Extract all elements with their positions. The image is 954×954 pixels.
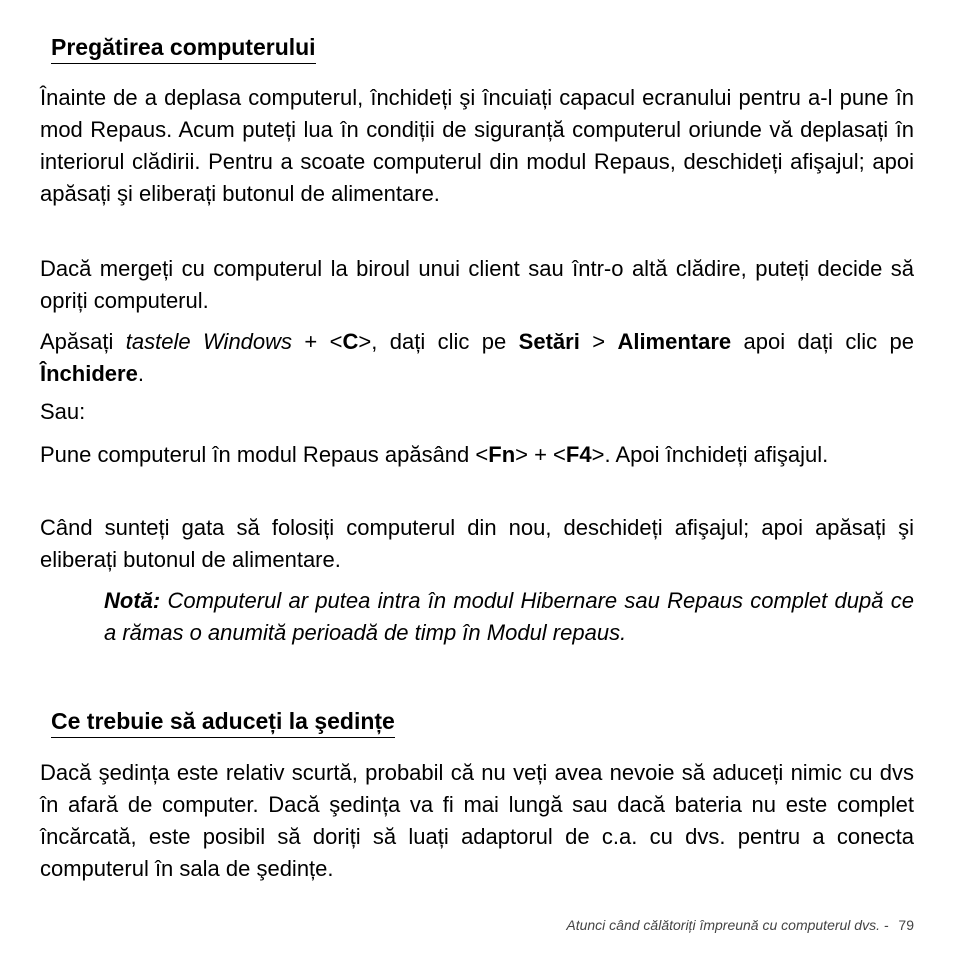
section-heading-sedinte: Ce trebuie să aduceți la şedințe <box>51 708 395 738</box>
paragraph-client-office: Dacă mergeți cu computerul la biroul unui client sau într-o altă clădire, puteți decide să opriți computerul. <box>40 256 914 313</box>
paragraph-shutdown-steps: Apăsați tastele Windows + <C>, dați clic pe Setări > Alimentare apoi dați clic pe Închidere. <box>40 329 915 386</box>
section-heading-pregatirea: Pregătirea computerului <box>51 34 316 64</box>
footer-chapter-title: Atunci când călătoriți împreună cu computerul dvs. - <box>566 917 893 933</box>
page-number: 79 <box>898 917 914 933</box>
paragraph-sedinte: Dacă şedința este relativ scurtă, probabil că nu veți avea nevoie să aduceți nimic cu dvs în afară de computer. Dacă şedința va fi mai lungă sau dacă bateria nu este complet încărcată, este posibil să doriți să luați adaptorul de c.a. cu dvs. pentru a conecta computerul în sala de şedințe. <box>40 760 914 881</box>
paragraph-sau: Sau: <box>40 399 86 424</box>
page-footer <box>566 917 914 933</box>
note-hibernare: Notă: Computerul ar putea intra în modul Hibernare sau Repaus complet după ce a rămas o anumită perioadă de timp în Modul repaus. <box>104 588 914 645</box>
paragraph-fn-f4: Pune computerul în modul Repaus apăsând <Fn> + <F4>. Apoi închideți afişajul. <box>40 442 829 467</box>
note-label: Notă: <box>104 588 161 613</box>
paragraph-resume: Când sunteți gata să folosiți computerul din nou, deschideți afişajul; apoi apăsați şi eliberați butonul de alimentare. <box>40 515 914 572</box>
paragraph-repaus-intro: Înainte de a deplasa computerul, închideți şi încuiați capacul ecranului pentru a-l pune în mod Repaus. Acum puteți lua în condiții de siguranță computerul oriunde vă deplasați în interiorul clădirii. Pentru a scoate computerul din modul Repaus, deschideți afişajul; apoi apăsați şi eliberați butonul de alimentare. <box>40 85 914 206</box>
